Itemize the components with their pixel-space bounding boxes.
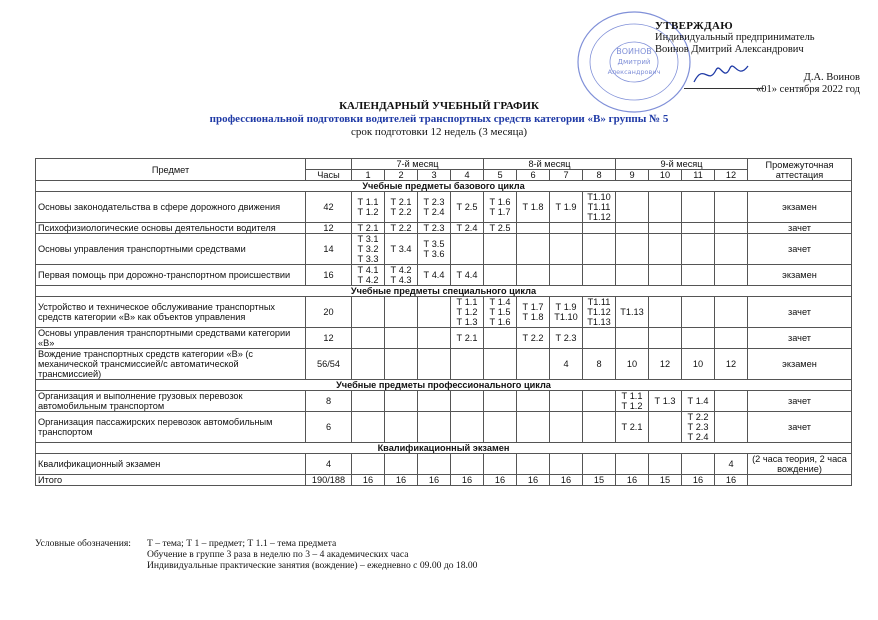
subject-name: Основы управления транспортными средствами категории «В» <box>36 328 306 349</box>
week-cell: Т 2.1 <box>616 412 649 443</box>
svg-text:ВОИНОВ: ВОИНОВ <box>616 47 652 56</box>
week-cell <box>583 223 616 234</box>
exam-type: экзамен <box>748 349 852 380</box>
week-cell: Т 1.6 Т 1.7 <box>484 192 517 223</box>
total-week: 16 <box>451 475 484 486</box>
week-cell <box>517 234 550 265</box>
week-cell <box>352 297 385 328</box>
week-cell <box>682 328 715 349</box>
week-cell <box>418 391 451 412</box>
header-week: 2 <box>385 170 418 181</box>
week-cell <box>418 349 451 380</box>
week-cell <box>517 454 550 475</box>
signature-line <box>684 88 764 89</box>
section-title: Учебные предметы профессионального цикла <box>36 380 852 391</box>
subject-hours: 56/54 <box>306 349 352 380</box>
header-week: 9 <box>616 170 649 181</box>
week-cell: Т 2.4 <box>451 223 484 234</box>
week-cell <box>385 454 418 475</box>
total-week: 16 <box>616 475 649 486</box>
legend-line1: Т – тема; Т 1 – предмет; Т 1.1 – тема предмета <box>147 538 337 549</box>
week-cell: Т 2.5 <box>484 223 517 234</box>
week-cell <box>682 192 715 223</box>
week-cell <box>682 265 715 286</box>
legend <box>35 538 477 571</box>
header-month-7: 7-й месяц <box>352 159 484 170</box>
week-cell <box>517 412 550 443</box>
subject-name: Психофизиологические основы деятельности водителя <box>36 223 306 234</box>
week-cell <box>484 328 517 349</box>
schedule-term: срок подготовки 12 недель (3 месяца) <box>350 126 528 138</box>
subject-name: Основы управления транспортными средствами <box>36 234 306 265</box>
week-cell: Т 2.3 <box>418 223 451 234</box>
week-cell: Т 2.1 <box>352 223 385 234</box>
subject-name: Квалификационный экзамен <box>36 454 306 475</box>
subject-hours: 4 <box>306 454 352 475</box>
week-cell: Т 3.1 Т 3.2 Т 3.3 <box>352 234 385 265</box>
exam-type: зачет <box>748 297 852 328</box>
legend-line3: Индивидуальные практические занятия (вождение) – ежедневно с 09.00 до 18.00 <box>147 560 478 571</box>
week-cell <box>583 454 616 475</box>
subject-hours: 12 <box>306 328 352 349</box>
week-cell <box>649 223 682 234</box>
table-row <box>36 349 852 380</box>
exam-type: зачет <box>748 412 852 443</box>
header-week: 7 <box>550 170 583 181</box>
week-cell: Т 1.9 Т1.10 <box>550 297 583 328</box>
section-header-row <box>36 443 852 454</box>
table-row <box>36 412 852 443</box>
section-title: Квалификационный экзамен <box>36 443 852 454</box>
week-cell: Т 4.4 <box>451 265 484 286</box>
total-week: 15 <box>649 475 682 486</box>
week-cell: Т 2.2 <box>385 223 418 234</box>
week-cell <box>550 454 583 475</box>
section-title: Учебные предметы базового цикла <box>36 181 852 192</box>
week-cell <box>484 412 517 443</box>
total-week: 16 <box>385 475 418 486</box>
week-cell <box>385 391 418 412</box>
week-cell <box>616 192 649 223</box>
total-label: Итого <box>36 475 306 486</box>
exam-type: зачет <box>748 328 852 349</box>
subject-hours: 8 <box>306 391 352 412</box>
week-cell: 12 <box>715 349 748 380</box>
subject-name: Организация и выполнение грузовых перевозок автомобильным транспортом <box>36 391 306 412</box>
table-row <box>36 454 852 475</box>
week-cell <box>682 297 715 328</box>
week-cell <box>583 391 616 412</box>
week-cell <box>649 328 682 349</box>
exam-type: зачет <box>748 234 852 265</box>
week-cell <box>682 454 715 475</box>
table-row <box>36 297 852 328</box>
week-cell <box>715 328 748 349</box>
week-cell <box>385 328 418 349</box>
subject-hours: 42 <box>306 192 352 223</box>
header-week: 8 <box>583 170 616 181</box>
week-cell <box>715 412 748 443</box>
header-blank <box>306 159 352 170</box>
week-cell: 10 <box>682 349 715 380</box>
week-cell: Т 1.1 Т 1.2 <box>352 192 385 223</box>
approval-date: «01» сентября 2022 год <box>756 84 860 95</box>
week-cell <box>517 391 550 412</box>
table-row <box>36 328 852 349</box>
week-cell <box>550 265 583 286</box>
total-week: 16 <box>517 475 550 486</box>
week-cell: Т 4.1 Т 4.2 <box>352 265 385 286</box>
week-cell <box>484 234 517 265</box>
week-cell: 4 <box>550 349 583 380</box>
week-cell: Т 1.3 <box>649 391 682 412</box>
week-cell <box>649 297 682 328</box>
total-week: 15 <box>583 475 616 486</box>
total-hours: 190/188 <box>306 475 352 486</box>
week-cell <box>682 234 715 265</box>
week-cell <box>418 454 451 475</box>
week-cell <box>649 412 682 443</box>
week-cell <box>484 265 517 286</box>
week-cell <box>352 391 385 412</box>
schedule-title: КАЛЕНДАРНЫЙ УЧЕБНЫЙ ГРАФИК <box>339 100 539 112</box>
schedule-table <box>35 158 852 486</box>
week-cell <box>583 265 616 286</box>
total-week: 16 <box>418 475 451 486</box>
header-week: 5 <box>484 170 517 181</box>
table-row <box>36 223 852 234</box>
week-cell: Т 2.1 <box>451 328 484 349</box>
week-cell <box>616 328 649 349</box>
week-cell <box>649 192 682 223</box>
subject-hours: 20 <box>306 297 352 328</box>
week-cell <box>418 328 451 349</box>
week-cell <box>451 391 484 412</box>
week-cell <box>418 412 451 443</box>
week-cell <box>517 265 550 286</box>
header-week: 6 <box>517 170 550 181</box>
table-row <box>36 391 852 412</box>
week-cell: Т 4.4 <box>418 265 451 286</box>
total-week: 16 <box>484 475 517 486</box>
subject-name: Первая помощь при дорожно-транспортном происшествии <box>36 265 306 286</box>
week-cell: Т 1.9 <box>550 192 583 223</box>
total-exam <box>748 475 852 486</box>
svg-text:Дмитрий: Дмитрий <box>617 58 651 66</box>
week-cell <box>715 297 748 328</box>
header-month-9: 9-й месяц <box>616 159 748 170</box>
subject-name: Устройство и техническое обслуживание транспортных средств категории «В» как объектов управления <box>36 297 306 328</box>
week-cell <box>682 223 715 234</box>
week-cell: 12 <box>649 349 682 380</box>
total-week: 16 <box>682 475 715 486</box>
week-cell: Т 2.3 <box>550 328 583 349</box>
week-cell: Т 1.7 Т 1.8 <box>517 297 550 328</box>
week-cell: Т1.11 Т1.12 Т1.13 <box>583 297 616 328</box>
week-cell: Т 1.4 <box>682 391 715 412</box>
week-cell <box>484 454 517 475</box>
schedule-subtitle: профессиональной подготовки водителей транспортных средств категории «В» группы № 5 <box>209 113 669 125</box>
week-cell <box>352 349 385 380</box>
week-cell <box>484 349 517 380</box>
week-cell <box>550 223 583 234</box>
total-week: 16 <box>352 475 385 486</box>
week-cell: Т 2.1 Т 2.2 <box>385 192 418 223</box>
subject-hours: 14 <box>306 234 352 265</box>
exam-type: экзамен <box>748 192 852 223</box>
week-cell <box>550 412 583 443</box>
subject-hours: 12 <box>306 223 352 234</box>
table-row <box>36 192 852 223</box>
handwritten-signature <box>690 58 760 88</box>
header-week: 4 <box>451 170 484 181</box>
week-cell <box>352 328 385 349</box>
week-cell <box>583 412 616 443</box>
week-cell: Т 1.4 Т 1.5 Т 1.6 <box>484 297 517 328</box>
week-cell: Т1.13 <box>616 297 649 328</box>
week-cell <box>385 412 418 443</box>
svg-text:Александрович: Александрович <box>607 68 661 76</box>
week-cell <box>451 454 484 475</box>
header-week: 11 <box>682 170 715 181</box>
approval-signature: Д.А. Воинов <box>803 72 860 83</box>
week-cell <box>352 454 385 475</box>
header-exam: Промежуточная аттестация <box>748 159 852 181</box>
header-month-8: 8-й месяц <box>484 159 616 170</box>
table-row <box>36 234 852 265</box>
approval-line2: Воинов Дмитрий Александрович <box>655 44 804 55</box>
week-cell <box>385 297 418 328</box>
week-cell <box>616 234 649 265</box>
week-cell <box>517 349 550 380</box>
approval-block <box>655 20 870 96</box>
exam-type: (2 часа теория, 2 часа вождение) <box>748 454 852 475</box>
week-cell <box>517 223 550 234</box>
subject-name: Организация пассажирских перевозок автомобильным транспортом <box>36 412 306 443</box>
subject-hours: 6 <box>306 412 352 443</box>
week-cell: Т 1.1 Т 1.2 Т 1.3 <box>451 297 484 328</box>
week-cell <box>715 234 748 265</box>
week-cell <box>583 328 616 349</box>
subject-name: Основы законодательства в сфере дорожного движения <box>36 192 306 223</box>
exam-type: зачет <box>748 223 852 234</box>
week-cell: Т 2.2 Т 2.3 Т 2.4 <box>682 412 715 443</box>
legend-label: Условные обозначения: <box>35 538 131 549</box>
week-cell: Т 2.2 <box>517 328 550 349</box>
week-cell <box>550 391 583 412</box>
week-cell: Т 1.1 Т 1.2 <box>616 391 649 412</box>
total-week: 16 <box>550 475 583 486</box>
week-cell <box>649 454 682 475</box>
total-week: 16 <box>715 475 748 486</box>
week-cell: Т 4.2 Т 4.3 <box>385 265 418 286</box>
week-cell <box>649 265 682 286</box>
section-header-row <box>36 286 852 297</box>
week-cell <box>352 412 385 443</box>
header-week: 12 <box>715 170 748 181</box>
week-cell <box>451 234 484 265</box>
week-cell: Т 1.8 <box>517 192 550 223</box>
legend-line2: Обучение в группе 3 раза в неделю по 3 – 4 академических часа <box>147 549 409 560</box>
subject-hours: 16 <box>306 265 352 286</box>
week-cell <box>550 234 583 265</box>
week-cell: Т1.10 Т1.11 Т1.12 <box>583 192 616 223</box>
week-cell <box>484 391 517 412</box>
week-cell <box>715 265 748 286</box>
week-cell <box>715 391 748 412</box>
section-title: Учебные предметы специального цикла <box>36 286 852 297</box>
approval-line1: Индивидуальный предприниматель <box>655 32 815 43</box>
week-cell: 10 <box>616 349 649 380</box>
exam-type: экзамен <box>748 265 852 286</box>
week-cell <box>616 265 649 286</box>
schedule-body <box>36 181 852 486</box>
section-header-row <box>36 380 852 391</box>
header-week: 3 <box>418 170 451 181</box>
approval-title: УТВЕРЖДАЮ <box>655 20 733 32</box>
week-cell <box>616 454 649 475</box>
section-header-row <box>36 181 852 192</box>
week-cell <box>451 349 484 380</box>
week-cell <box>451 412 484 443</box>
header-week: 1 <box>352 170 385 181</box>
header-subject: Предмет <box>36 159 306 181</box>
week-cell <box>715 223 748 234</box>
exam-type: зачет <box>748 391 852 412</box>
week-cell <box>715 192 748 223</box>
week-cell <box>616 223 649 234</box>
week-cell: Т 2.3 Т 2.4 <box>418 192 451 223</box>
week-cell: 8 <box>583 349 616 380</box>
week-cell <box>583 234 616 265</box>
week-cell: Т 2.5 <box>451 192 484 223</box>
week-cell <box>385 349 418 380</box>
table-row <box>36 265 852 286</box>
week-cell <box>649 234 682 265</box>
week-cell: 4 <box>715 454 748 475</box>
total-row <box>36 475 852 486</box>
week-cell: Т 3.4 <box>385 234 418 265</box>
header-week: 10 <box>649 170 682 181</box>
week-cell: Т 3.5 Т 3.6 <box>418 234 451 265</box>
subject-name: Вождение транспортных средств категории «В» (с механической трансмиссией/с автоматической трансмиссией) <box>36 349 306 380</box>
header-hours: Часы <box>306 170 352 181</box>
week-cell <box>418 297 451 328</box>
